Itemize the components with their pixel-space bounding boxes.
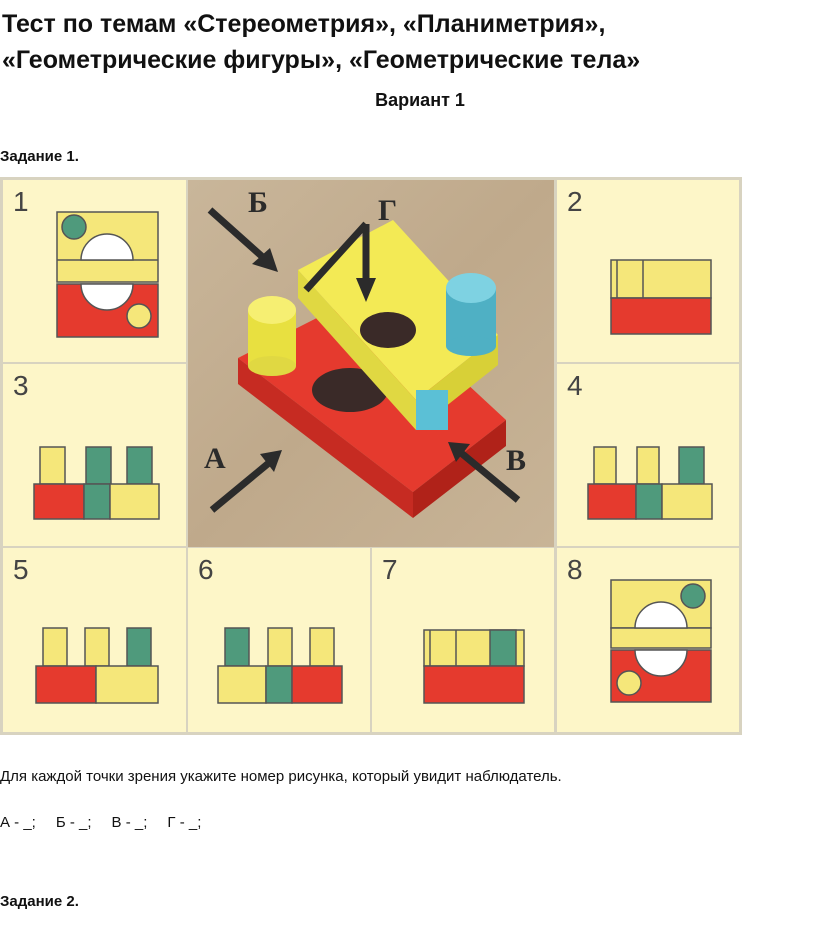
view-side-drawing — [557, 180, 739, 362]
view-front-drawing — [188, 548, 370, 732]
cell-number: 4 — [567, 370, 583, 401]
view-side-drawing — [372, 548, 554, 732]
cell-3 — [3, 364, 186, 546]
view-top-drawing — [3, 180, 186, 362]
view-top-drawing — [557, 548, 739, 732]
cell-number: 8 — [567, 554, 583, 585]
cell-number: 2 — [567, 186, 583, 217]
answer-v: В - _; — [111, 814, 148, 831]
page-title: Тест по темам «Стереометрия», «Планиметрия», «Геометрические фигуры», «Геометрические тела» — [2, 10, 641, 74]
cell-7 — [372, 548, 554, 732]
blocks-photo — [188, 180, 554, 547]
instruction-text: Для каждой точки зрения укажите номер рисунка, который увидит наблюдатель. — [0, 768, 562, 785]
answer-a: А - _; — [0, 814, 36, 831]
task-1-heading: Задание 1. — [0, 148, 79, 165]
arrow-label-g: Г — [378, 194, 398, 227]
answer-b: Б - _; — [55, 814, 92, 831]
cell-number: 1 — [13, 186, 29, 217]
variant-heading: Вариант 1 — [375, 90, 465, 110]
answer-row — [0, 814, 201, 831]
arrow-label-b: Б — [248, 186, 268, 219]
answer-g: Г - _; — [167, 814, 202, 831]
cell-8 — [557, 548, 739, 732]
cell-6 — [188, 548, 370, 732]
arrow-label-a: А — [204, 442, 226, 475]
cell-1 — [3, 180, 186, 362]
cell-number: 3 — [13, 370, 29, 401]
blocks-illustration — [188, 180, 554, 547]
arrow-label-v: В — [506, 444, 527, 477]
cell-number: 7 — [382, 554, 398, 585]
cell-number: 6 — [198, 554, 214, 585]
cell-5 — [3, 548, 186, 732]
cell-number: 5 — [13, 554, 29, 585]
view-front-drawing — [3, 548, 186, 732]
task-figure — [0, 177, 742, 735]
task-2-heading: Задание 2. — [0, 893, 79, 910]
view-front-drawing — [557, 364, 739, 546]
cell-2 — [557, 180, 739, 362]
cell-4 — [557, 364, 739, 546]
view-front-drawing — [3, 364, 186, 546]
